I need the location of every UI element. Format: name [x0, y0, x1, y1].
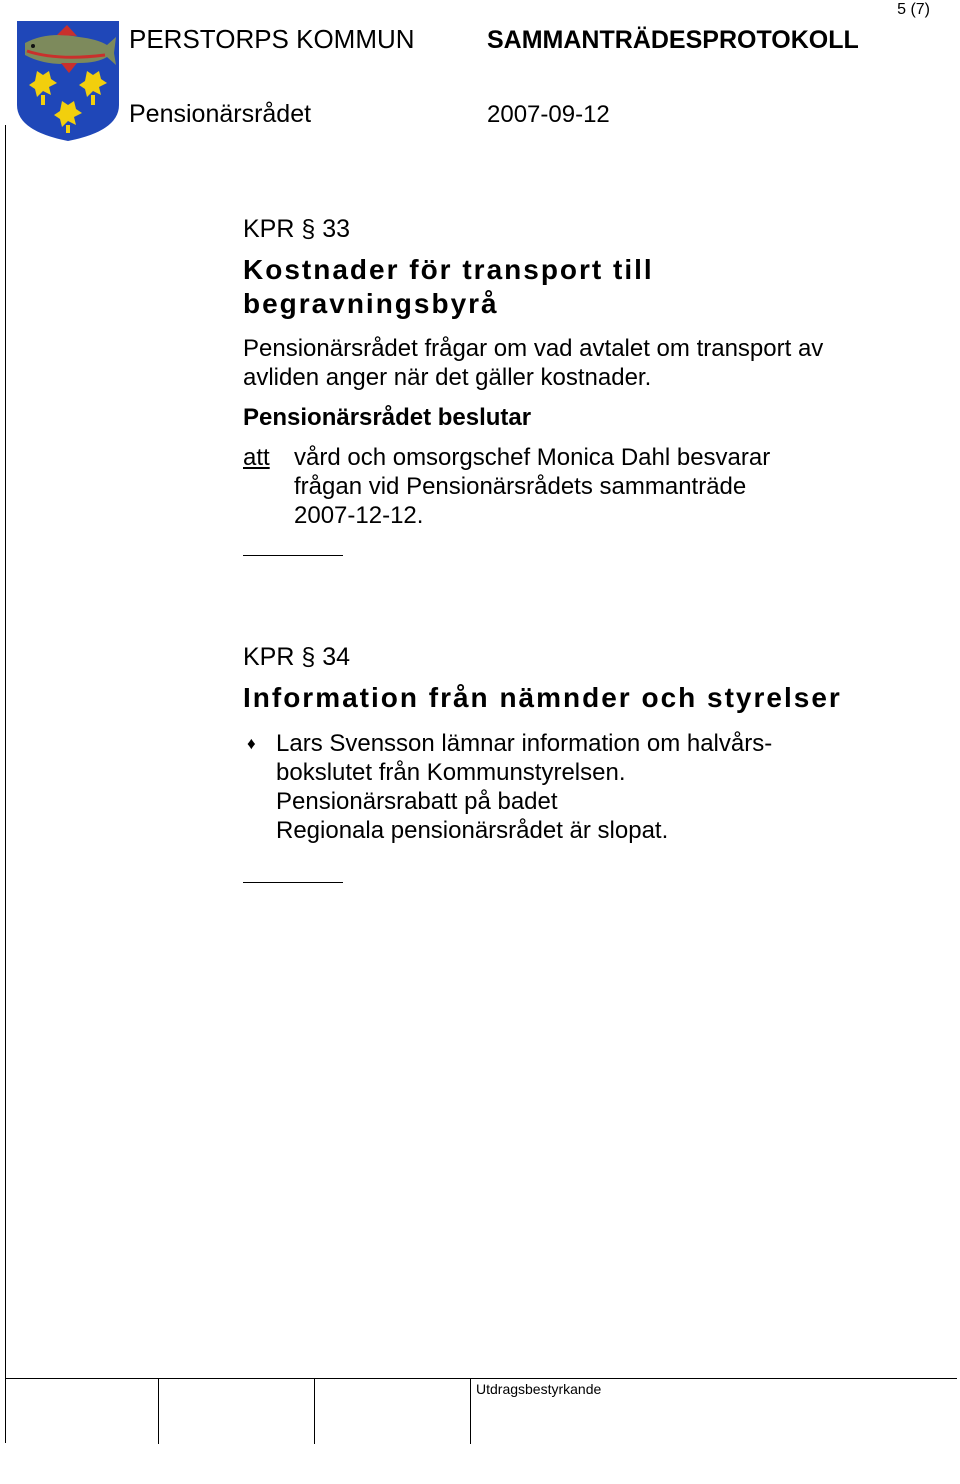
diamond-bullet-icon: ♦: [247, 734, 256, 753]
section-heading: Information från nämnder och styrelser: [243, 682, 842, 713]
section-paragraph: Pensionärsrådet frågar om vad avtalet om transport av avliden anger när det gäller kostnader.: [243, 335, 824, 391]
section-end-rule: [243, 882, 343, 883]
decision-heading: Pensionärsrådet beslutar: [243, 404, 532, 431]
decision-marker: att: [243, 444, 270, 471]
decision-text: vård och omsorgschef Monica Dahl besvarar frågan vid Pensionärsrådets sammanträde 2007-12-12.: [294, 444, 771, 529]
section-heading: Kostnader för transport till begravningsbyrå: [243, 254, 654, 319]
organization-name: PERSTORPS KOMMUN: [129, 24, 415, 54]
meeting-date: 2007-09-12: [487, 101, 610, 128]
list-line: Regionala pensionärsrådet är slopat.: [276, 817, 669, 844]
page-number: 5 (7): [897, 1, 930, 18]
list-line: bokslutet från Kommunstyrelsen.: [276, 759, 626, 786]
footer-divider: [314, 1378, 315, 1444]
section-number: KPR § 34: [243, 643, 351, 671]
coat-of-arms-icon: [17, 21, 119, 141]
section-end-rule: [243, 555, 343, 556]
footer-rule: [5, 1378, 957, 1379]
document-type: SAMMANTRÄDESPROTOKOLL: [487, 26, 859, 54]
certification-label: Utdragsbestyrkande: [476, 1381, 602, 1397]
decision: [243, 443, 883, 530]
section-number: KPR § 33: [243, 215, 351, 243]
left-margin-rule: [5, 125, 6, 1443]
footer-divider: [158, 1378, 159, 1444]
section-kpr-33: [243, 214, 883, 556]
body-name: Pensionärsrådet: [129, 100, 312, 128]
section-kpr-34: [243, 642, 883, 883]
list-item: [243, 729, 883, 845]
list-line: Lars Svensson lämnar information om halvårs-: [276, 730, 773, 757]
footer-divider: [470, 1378, 471, 1444]
list-line: Pensionärsrabatt på badet: [276, 788, 558, 815]
